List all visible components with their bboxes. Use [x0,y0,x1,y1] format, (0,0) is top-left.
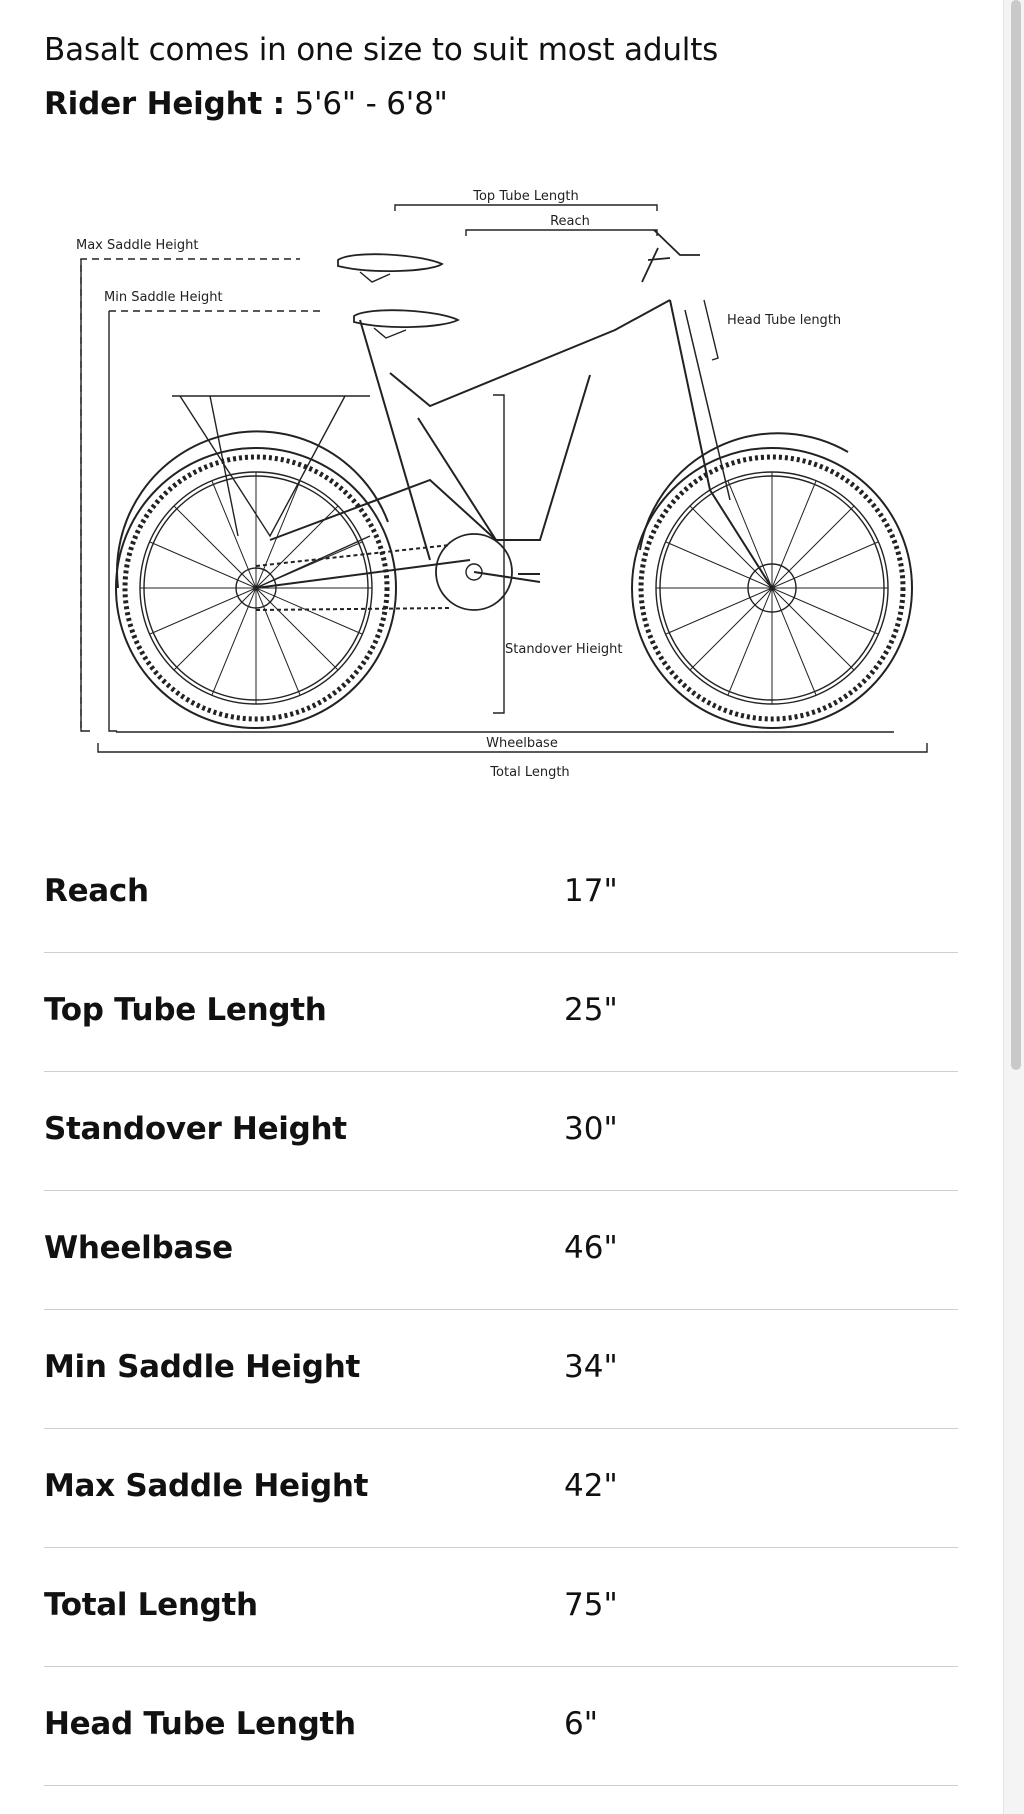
head-tube-bracket [704,300,718,360]
standover-bracket [493,395,504,713]
spec-value: 42" [564,1468,618,1504]
spec-value: 25" [564,992,618,1028]
min-saddle-bracket [109,311,117,731]
spec-name: Wheelbase [44,1230,233,1266]
rider-height-value: 5'6" - 6'8" [284,86,448,122]
spec-value: 34" [564,1349,618,1385]
reach-bracket [466,230,657,236]
label-min-saddle-height: Min Saddle Height [104,290,223,305]
label-standover-height: Standover Hieight [505,642,623,657]
label-wheelbase: Wheelbase [486,736,558,751]
rider-height-label: Rider Height : [44,86,285,122]
label-head-tube-length: Head Tube length [727,313,842,328]
table-row [44,834,958,953]
spec-value: 75" [564,1587,618,1623]
spec-name: Top Tube Length [44,992,327,1028]
rider-height [44,86,448,122]
spec-value: 30" [564,1111,618,1147]
table-row [44,1548,958,1667]
spec-name: Min Saddle Height [44,1349,360,1385]
spec-name: Head Tube Length [44,1706,356,1742]
label-top-tube-length: Top Tube Length [473,189,579,204]
label-reach: Reach [550,214,590,229]
spec-value: 17" [564,873,618,909]
spec-value: 6" [564,1706,598,1742]
spec-name: Total Length [44,1587,258,1623]
page-headline: Basalt comes in one size to suit most adults [44,32,719,68]
table-row [44,1072,958,1191]
table-row [44,1429,958,1548]
table-row [44,1310,958,1429]
top-tube-length-bracket [395,205,657,211]
scrollbar[interactable] [1003,0,1024,1814]
spec-name: Reach [44,873,149,909]
table-row [44,1191,958,1310]
spec-name: Max Saddle Height [44,1468,369,1504]
spec-value: 46" [564,1230,618,1266]
table-row [44,1667,958,1786]
label-max-saddle-height: Max Saddle Height [76,238,199,253]
max-saddle-bracket [81,259,90,731]
scrollbar-thumb[interactable] [1011,0,1021,1070]
bike-illustration [70,170,990,810]
label-total-length: Total Length [490,765,570,780]
max-saddle-bracket-dash [81,259,300,728]
bike-geometry-diagram [70,170,990,810]
spec-name: Standover Height [44,1111,347,1147]
geometry-spec-table [44,834,958,1786]
table-row [44,953,958,1072]
